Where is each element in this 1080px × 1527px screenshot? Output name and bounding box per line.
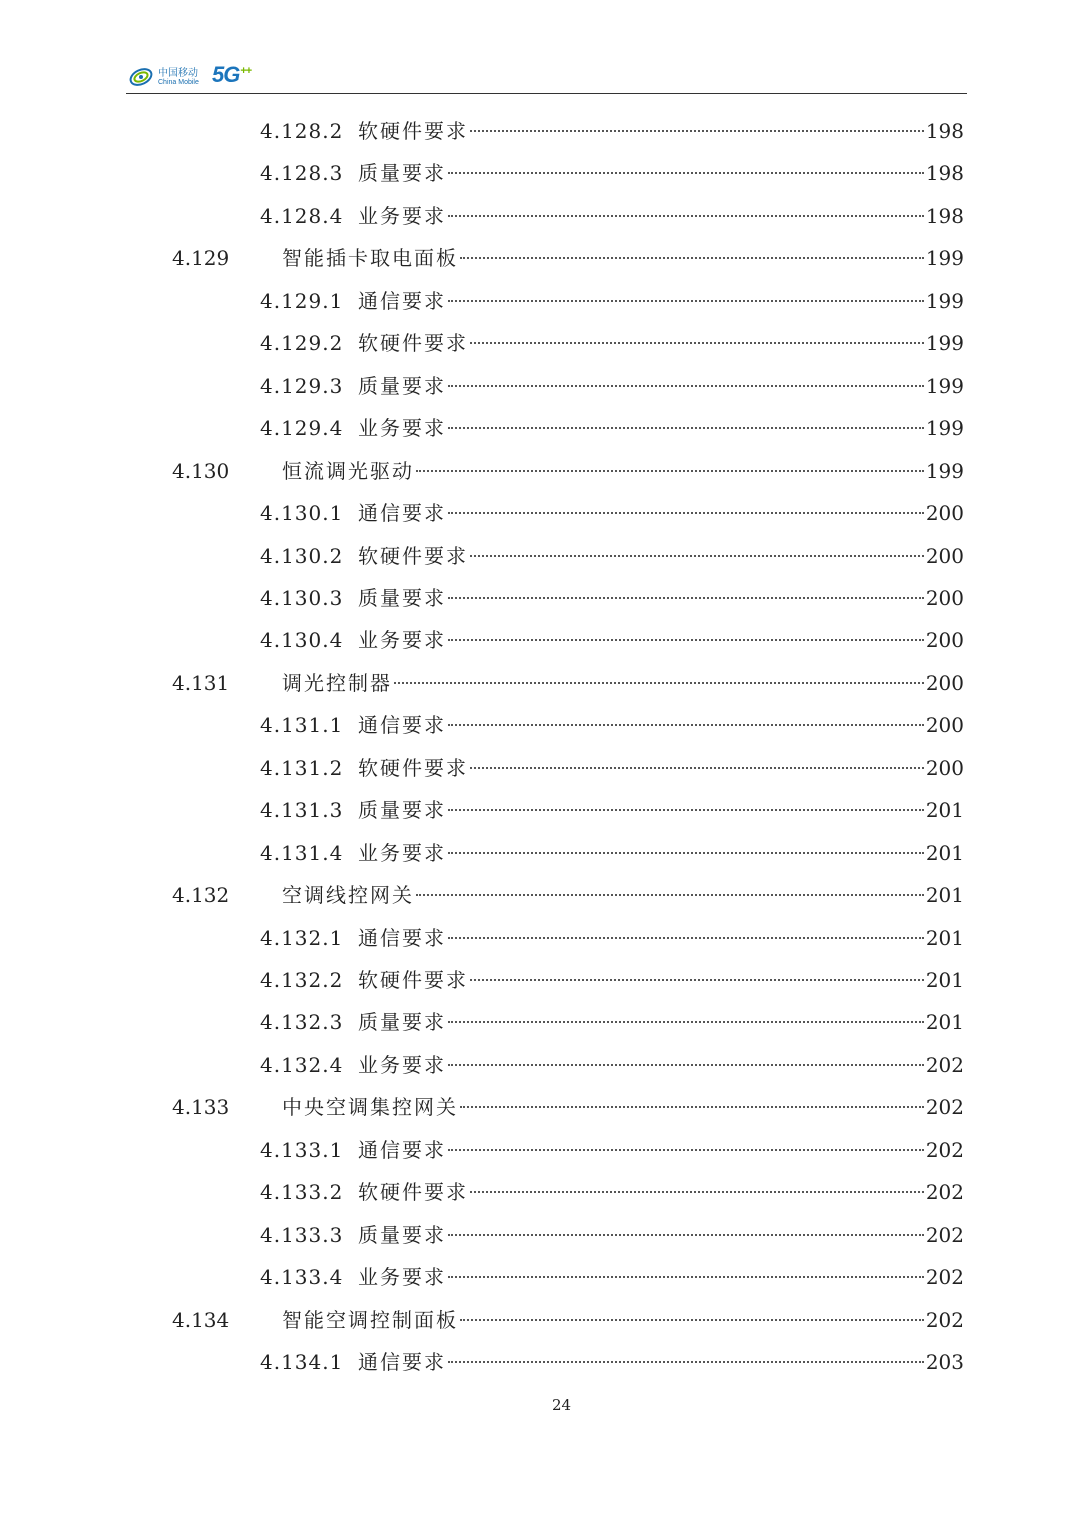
toc-entry[interactable] <box>260 328 964 358</box>
toc-entry-number: 4.128.2 <box>260 119 344 143</box>
toc-entry-title: 软硬件要求 <box>358 543 468 568</box>
toc-entry-title: 质量要求 <box>358 585 446 610</box>
5g-badge-plus: ++ <box>240 64 252 77</box>
toc-entry-title: 质量要求 <box>358 1222 446 1247</box>
toc-entry-title: 通信要求 <box>358 1137 446 1162</box>
toc-entry-title: 质量要求 <box>358 798 446 823</box>
dot-leader <box>448 1276 924 1278</box>
toc-entry[interactable] <box>260 1347 964 1377</box>
dot-leader <box>448 427 924 429</box>
dot-leader <box>470 130 924 132</box>
toc-entry-title: 质量要求 <box>358 161 446 186</box>
toc-entry[interactable] <box>260 753 964 783</box>
toc-entry-title: 通信要求 <box>358 1350 446 1375</box>
toc-entry[interactable] <box>172 1305 964 1335</box>
toc-entry-title: 业务要求 <box>358 840 446 865</box>
dot-leader <box>460 1319 924 1321</box>
toc-entry-number: 4.129.4 <box>260 416 344 441</box>
toc-entry-number: 4.132.1 <box>260 925 344 950</box>
toc-entry-page: 201 <box>925 840 964 865</box>
toc-entry[interactable] <box>260 838 964 868</box>
toc-entry-title: 软硬件要求 <box>358 1180 468 1205</box>
toc-entry-title: 调光控制器 <box>282 670 392 695</box>
5g-badge <box>212 62 251 88</box>
toc-entry-number: 4.132.3 <box>260 1010 344 1035</box>
toc-entry[interactable] <box>260 1135 964 1165</box>
5g-badge-text: 5G <box>212 62 240 87</box>
dot-leader <box>448 172 924 174</box>
toc-entry[interactable] <box>172 243 964 273</box>
toc-entry-page: 199 <box>925 331 964 356</box>
toc-entry-title: 通信要求 <box>358 288 446 313</box>
toc-entry-page: 198 <box>925 203 964 228</box>
toc-entry-page: 202 <box>925 1222 964 1247</box>
toc-entry-page: 202 <box>925 1265 964 1290</box>
toc-entry-page: 200 <box>925 670 964 695</box>
dot-leader <box>448 809 924 811</box>
toc-entry[interactable] <box>260 498 964 528</box>
toc-entry-number: 4.128.3 <box>260 161 344 186</box>
toc-entry-page: 199 <box>925 246 964 271</box>
toc-entry[interactable] <box>260 541 964 571</box>
toc-entry-page: 200 <box>925 713 964 738</box>
dot-leader <box>448 385 924 387</box>
toc-entry[interactable] <box>172 1092 964 1122</box>
toc-entry-page: 199 <box>925 288 964 313</box>
toc-entry-page: 202 <box>925 1052 964 1077</box>
toc-entry-title: 业务要求 <box>358 628 446 653</box>
toc-entry-page: 202 <box>925 1095 964 1120</box>
dot-leader <box>448 597 924 599</box>
toc-entry-number: 4.132.4 <box>260 1052 344 1077</box>
toc-entry[interactable] <box>260 965 964 995</box>
toc-entry-title: 软硬件要求 <box>358 119 468 143</box>
toc-entry[interactable] <box>260 923 964 953</box>
toc-entry-number: 4.133.3 <box>260 1222 344 1247</box>
dot-leader <box>470 979 924 981</box>
page-number: 24 <box>551 1396 572 1414</box>
toc-entry[interactable] <box>260 158 964 188</box>
toc-entry[interactable] <box>260 1050 964 1080</box>
toc-entry-title: 中央空调集控网关 <box>282 1095 458 1120</box>
dot-leader <box>460 1106 924 1108</box>
toc-entry-number: 4.130.1 <box>260 501 344 526</box>
toc-entry-page: 201 <box>925 968 964 992</box>
toc-entry-number: 4.131 <box>172 670 230 695</box>
toc-entry-page: 200 <box>925 628 964 653</box>
header-rule <box>126 93 967 94</box>
toc-entry-title: 业务要求 <box>358 1052 446 1077</box>
toc-entry-number: 4.129.3 <box>260 373 344 398</box>
toc-entry-title: 软硬件要求 <box>358 968 468 992</box>
toc-entry-page: 200 <box>925 755 964 780</box>
toc-entry-number: 4.129.2 <box>260 331 344 356</box>
toc-entry-number: 4.130.3 <box>260 585 344 610</box>
dot-leader <box>448 1234 924 1236</box>
toc-entry-page: 203 <box>925 1350 964 1375</box>
dot-leader <box>416 470 924 472</box>
toc-entry-title: 业务要求 <box>358 1265 446 1290</box>
dot-leader <box>470 1191 924 1193</box>
toc-entry-title: 通信要求 <box>358 713 446 738</box>
toc-entry-number: 4.131.3 <box>260 798 344 823</box>
dot-leader <box>460 257 924 259</box>
toc-entry[interactable] <box>260 625 964 655</box>
toc-entry[interactable] <box>260 413 964 443</box>
toc-entry-number: 4.132.2 <box>260 968 344 992</box>
toc-entry-page: 199 <box>925 373 964 398</box>
dot-leader <box>448 1149 924 1151</box>
toc-entry-number: 4.130 <box>172 458 230 483</box>
dot-leader <box>448 852 924 854</box>
logo-chinese-text: 中国移动 <box>158 67 198 79</box>
toc-entry[interactable] <box>260 286 964 316</box>
dot-leader <box>470 767 924 769</box>
dot-leader <box>448 724 924 726</box>
toc-entry[interactable] <box>172 880 964 910</box>
toc-entry-page: 201 <box>925 883 964 908</box>
dot-leader <box>394 682 924 684</box>
dot-leader <box>448 937 924 939</box>
toc-entry-number: 4.128.4 <box>260 203 344 228</box>
toc-entry[interactable] <box>260 371 964 401</box>
toc-entry-number: 4.131.2 <box>260 755 344 780</box>
toc-entry-page: 199 <box>925 416 964 441</box>
dot-leader <box>448 1064 924 1066</box>
toc-entry-title: 通信要求 <box>358 501 446 526</box>
toc-entry-title: 业务要求 <box>358 203 446 228</box>
toc-entry-number: 4.133.2 <box>260 1180 344 1205</box>
toc-entry-title: 质量要求 <box>358 373 446 398</box>
toc-entry[interactable] <box>260 583 964 613</box>
logo-english-text: China Mobile <box>158 78 199 86</box>
toc-entry-number: 4.134.1 <box>260 1350 344 1375</box>
toc-entry-title: 智能空调控制面板 <box>282 1307 458 1332</box>
toc-entry[interactable] <box>260 1262 964 1292</box>
toc-entry-page: 202 <box>925 1307 964 1332</box>
china-mobile-logo <box>128 62 199 92</box>
toc-entry[interactable] <box>260 1007 964 1037</box>
toc-entry-title: 质量要求 <box>358 1010 446 1035</box>
toc-entry-title: 软硬件要求 <box>358 755 468 780</box>
toc-entry-page: 200 <box>925 543 964 568</box>
dot-leader <box>448 1021 924 1023</box>
toc-entry-page: 198 <box>925 161 964 186</box>
toc-entry-number: 4.130.2 <box>260 543 344 568</box>
toc-entry-page: 201 <box>925 925 964 950</box>
toc-entry-page: 200 <box>925 585 964 610</box>
toc-entry[interactable] <box>260 795 964 825</box>
toc-entry-page: 202 <box>925 1180 964 1205</box>
toc-entry-number: 4.133.1 <box>260 1137 344 1162</box>
toc-entry-title: 通信要求 <box>358 925 446 950</box>
dot-leader <box>448 215 924 217</box>
toc-entry-title: 空调线控网关 <box>282 883 414 908</box>
toc-entry[interactable] <box>260 201 964 231</box>
dot-leader <box>470 555 924 557</box>
toc-entry-number: 4.133 <box>172 1095 230 1120</box>
toc-entry-title: 智能插卡取电面板 <box>282 246 458 271</box>
toc-entry[interactable] <box>172 456 964 486</box>
toc-entry[interactable] <box>260 116 964 146</box>
china-mobile-swirl-icon <box>128 64 154 90</box>
toc-entry-number: 4.129 <box>172 246 230 271</box>
toc-entry-page: 202 <box>925 1137 964 1162</box>
toc-entry-number: 4.132 <box>172 883 230 908</box>
dot-leader <box>448 300 924 302</box>
dot-leader <box>470 342 924 344</box>
dot-leader <box>448 1361 924 1363</box>
page-header <box>126 62 967 96</box>
toc-entry[interactable] <box>260 710 964 740</box>
toc-entry-number: 4.129.1 <box>260 288 344 313</box>
toc-entry-title: 软硬件要求 <box>358 331 468 356</box>
toc-entry-number: 4.130.4 <box>260 628 344 653</box>
toc-entry[interactable] <box>260 1220 964 1250</box>
toc-entry-number: 4.131.4 <box>260 840 344 865</box>
toc-entry-page: 200 <box>925 501 964 526</box>
toc-entry-number: 4.133.4 <box>260 1265 344 1290</box>
toc-entry-title: 恒流调光驱动 <box>282 458 414 483</box>
toc-entry[interactable] <box>172 668 964 698</box>
toc-entry-page: 201 <box>925 798 964 823</box>
dot-leader <box>448 639 924 641</box>
toc-entry-page: 199 <box>925 458 964 483</box>
toc-entry-page: 201 <box>925 1010 964 1035</box>
toc-entry-page: 198 <box>925 119 964 143</box>
dot-leader <box>416 894 924 896</box>
toc-entry-title: 业务要求 <box>358 416 446 441</box>
toc-entry-number: 4.131.1 <box>260 713 344 738</box>
toc-entry[interactable] <box>260 1177 964 1207</box>
toc-entry-number: 4.134 <box>172 1307 230 1332</box>
dot-leader <box>448 512 924 514</box>
